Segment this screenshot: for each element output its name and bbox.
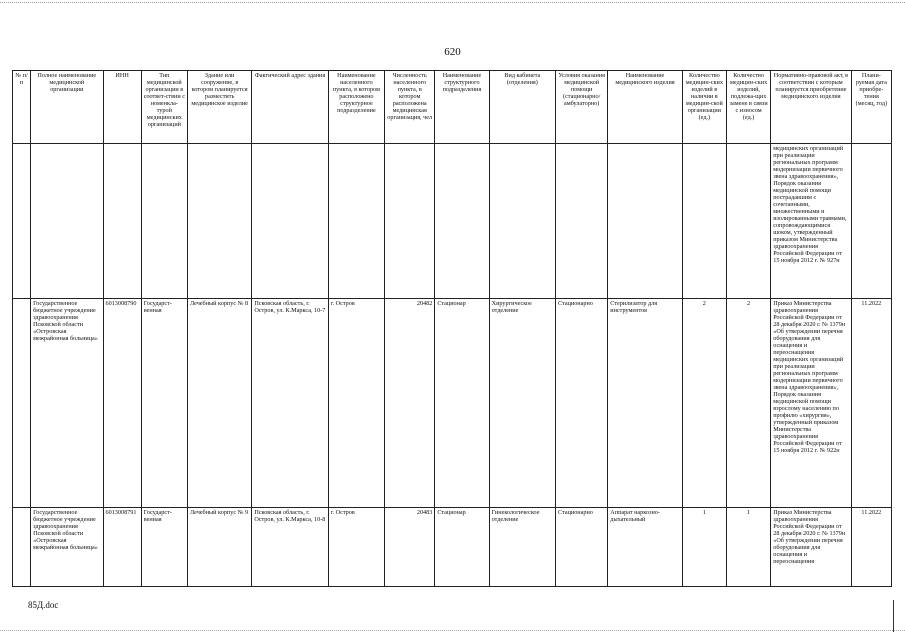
top-dotted-line bbox=[0, 2, 905, 3]
cell-type bbox=[141, 144, 187, 299]
header-cell: Нормативно-правовой акт, в соответствии с которым планируется приобретение медицинского изделия bbox=[771, 71, 851, 144]
cell-subdivision bbox=[435, 144, 489, 299]
cell-settlement bbox=[328, 144, 384, 299]
equipment-table bbox=[12, 70, 892, 587]
cell-settlement: г. Остров bbox=[328, 299, 384, 508]
cell-device: Стерилизатор для инструментов bbox=[608, 299, 682, 508]
cell-act: Приказ Министерства здравоохранения Российской Федерации от 28 декабря 2020 г. № 1379н «Об утверждении перечня оборудования для оснащения и переоснащения медицинских организаций при реализации региональных программ модернизации первичного звена здравоохранения», Порядок оказания медицинской помощи взрослому населению по профилю «хирургия», утвержденный приказом Министерства здравоохранения Российской Федерации от 15 ноября 2012 г. № 922н bbox=[771, 299, 851, 508]
header-cell: ИНН bbox=[103, 71, 141, 144]
table-row bbox=[13, 299, 892, 508]
cell-conditions bbox=[556, 144, 608, 299]
cell-cabinet: Хирургическое отделение bbox=[489, 299, 555, 508]
bottom-dotted-line bbox=[0, 630, 905, 631]
cell-date: 11.2022 bbox=[851, 299, 891, 508]
table-row bbox=[13, 144, 892, 299]
cell-date: 11.2022 bbox=[851, 508, 891, 587]
header-cell: Фактический адрес здания bbox=[252, 71, 328, 144]
header-cell: Тип медицинской организации в соответ-ствии с номенкла-турой медицинских организаций bbox=[141, 71, 187, 144]
cell-num bbox=[13, 508, 31, 587]
cell-date bbox=[851, 144, 891, 299]
cell-building: Лечебный корпус № 8 bbox=[187, 299, 251, 508]
cell-subdivision: Стационар bbox=[435, 508, 489, 587]
cell-cabinet: Гинекологическое отделение bbox=[489, 508, 555, 587]
header-cell: Вид кабинета (отделения) bbox=[489, 71, 555, 144]
cell-cabinet bbox=[489, 144, 555, 299]
header-cell: Количество медицин-ских изделий в наличии в медицин-ской организации (ед.) bbox=[682, 71, 726, 144]
cell-address bbox=[252, 144, 328, 299]
cell-type: Государст-венная bbox=[141, 508, 187, 587]
cell-settlement: г. Остров bbox=[328, 508, 384, 587]
cell-qty: 1 bbox=[682, 508, 726, 587]
header-row bbox=[13, 71, 892, 144]
cell-replace: 1 bbox=[726, 508, 770, 587]
cell-address: Псковская область, г. Остров, ул. К.Маркса, 10-7 bbox=[252, 299, 328, 508]
cell-replace: 2 bbox=[726, 299, 770, 508]
header-cell: Количество медицин-ских изделий, подлежа-щих замене в связи с износом (ед.) bbox=[726, 71, 770, 144]
cell-org: Государственное бюджетное учреждение здравоохранения Псковской области «Островская межрайонная больница» bbox=[31, 299, 103, 508]
cell-qty bbox=[682, 144, 726, 299]
cell-inn: 6013008791 bbox=[103, 508, 141, 587]
cell-device bbox=[608, 144, 682, 299]
cell-population: 20483 bbox=[385, 508, 435, 587]
cell-building bbox=[187, 144, 251, 299]
cell-subdivision: Стационар bbox=[435, 299, 489, 508]
table-row bbox=[13, 508, 892, 587]
cell-inn bbox=[103, 144, 141, 299]
file-name-footer: 85Д.doc bbox=[28, 600, 59, 610]
cell-replace bbox=[726, 144, 770, 299]
header-cell: Здание или сооружение, в котором планируется разместить медицинское изделие bbox=[187, 71, 251, 144]
cell-building: Лечебный корпус № 9 bbox=[187, 508, 251, 587]
header-cell: Полное наименование медицинской организации bbox=[31, 71, 103, 144]
cell-conditions: Стационарно bbox=[556, 508, 608, 587]
page-number: 620 bbox=[444, 46, 461, 58]
header-cell: Плани-руемая дата приобре-тения (месяц, год) bbox=[851, 71, 891, 144]
cell-population: 20482 bbox=[385, 299, 435, 508]
cell-type: Государст-венная bbox=[141, 299, 187, 508]
cell-address: Псковская область, г. Остров, ул. К.Маркса, 10-8 bbox=[252, 508, 328, 587]
cell-act: медицинских организаций при реализации региональных программ модернизации первичного звена здравоохранения», Порядок оказания медицинской помощи пострадавшим с сочетанными, множественными и изолированными травмами, сопровождающимися шоком, утвержденный приказом Министерства здравоохранения Российской Федерации от 15 ноября 2012 г. № 927н bbox=[771, 144, 851, 299]
header-cell: Наименование населенного пункта, в котором расположено структурное подразделение bbox=[328, 71, 384, 144]
cell-org bbox=[31, 144, 103, 299]
cell-qty: 2 bbox=[682, 299, 726, 508]
page-edge-mark bbox=[893, 600, 894, 632]
cell-num bbox=[13, 299, 31, 508]
cell-org: Государственное бюджетное учреждение здравоохранения Псковской области «Островская межрайонная больница» bbox=[31, 508, 103, 587]
header-cell: № п/п bbox=[13, 71, 31, 144]
cell-device: Аппарат наркозно-дыхательный bbox=[608, 508, 682, 587]
cell-population bbox=[385, 144, 435, 299]
header-cell: Наименование медицинского изделия bbox=[608, 71, 682, 144]
cell-conditions: Стационарно bbox=[556, 299, 608, 508]
header-cell: Численность населенного пункта, в котором расположена медицинская организация, чел bbox=[385, 71, 435, 144]
header-cell: Условия оказания медицинской помощи (стационарно/амбулаторно) bbox=[556, 71, 608, 144]
cell-num bbox=[13, 144, 31, 299]
cell-inn: 6013008790 bbox=[103, 299, 141, 508]
header-cell: Наименование структурного подразделения bbox=[435, 71, 489, 144]
cell-act: Приказ Министерства здравоохранения Российской Федерации от 28 декабря 2020 г. № 1379н «Об утверждении перечня оборудования для оснащения и переоснащения bbox=[771, 508, 851, 587]
